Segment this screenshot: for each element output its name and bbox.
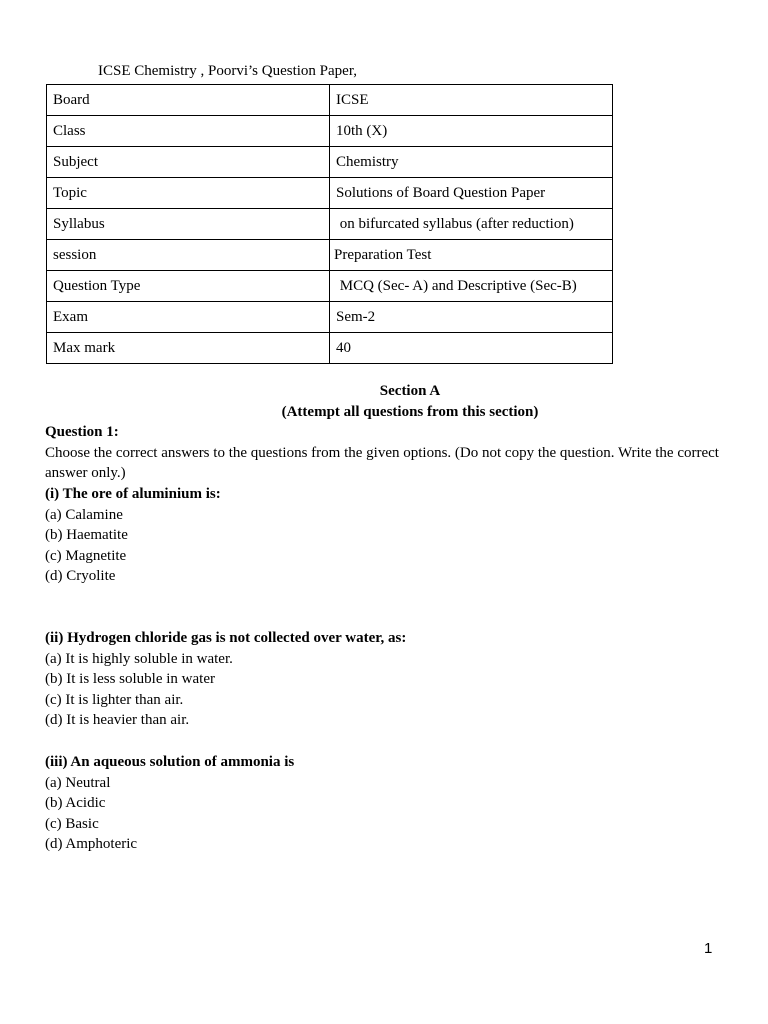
table-cell-key: session <box>47 240 330 271</box>
table-cell-key: Class <box>47 116 330 147</box>
option: (a) Calamine <box>45 506 123 523</box>
table-cell-key: Board <box>47 85 330 116</box>
table-row <box>47 147 613 178</box>
option: (d) Cryolite <box>45 568 116 585</box>
section-title: Section A <box>379 383 441 399</box>
info-table <box>46 84 613 364</box>
table-cell-value: 40 <box>330 333 613 364</box>
table-cell-value: Solutions of Board Question Paper <box>330 178 613 209</box>
table-cell-value: 10th (X) <box>330 116 613 147</box>
question-heading: Question 1: <box>45 424 119 441</box>
table-row <box>47 271 613 302</box>
question-text: (ii) Hydrogen chloride gas is not collected over water, as: <box>45 629 407 646</box>
question-text: (iii) An aqueous solution of ammonia is <box>45 753 295 770</box>
option: (a) Neutral <box>45 774 111 791</box>
table-cell-key: Topic <box>47 178 330 209</box>
option: (b) Haematite <box>45 527 128 544</box>
table-cell-key: Syllabus <box>47 209 330 240</box>
page-title: ICSE Chemistry , Poorvi’s Question Paper, <box>98 63 357 79</box>
table-row <box>47 85 613 116</box>
section-subtitle: (Attempt all questions from this section) <box>281 403 539 420</box>
table-cell-value: Chemistry <box>330 147 613 178</box>
instructions: Choose the correct answers to the questions from the given options. (Do not copy the question. Write the correct answer only.) <box>45 444 719 482</box>
option: (b) It is less soluble in water <box>45 671 215 688</box>
table-cell-key: Subject <box>47 147 330 178</box>
table-cell-value: on bifurcated syllabus (after reduction) <box>330 209 613 240</box>
table-row <box>47 333 613 364</box>
option: (c) It is lighter than air. <box>45 691 184 708</box>
table-cell-key: Exam <box>47 302 330 333</box>
table-cell-value: Preparation Test <box>330 240 613 271</box>
option: (c) Magnetite <box>45 547 127 564</box>
spacer <box>45 731 735 752</box>
table-cell-key: Question Type <box>47 271 330 302</box>
table-cell-value: Sem-2 <box>330 302 613 333</box>
option: (b) Acidic <box>45 795 106 812</box>
table-cell-key: Max mark <box>47 333 330 364</box>
table-row <box>47 240 613 271</box>
table-cell-value: MCQ (Sec- A) and Descriptive (Sec-B) <box>330 271 613 302</box>
option: (d) It is heavier than air. <box>45 712 190 729</box>
option: (c) Basic <box>45 815 99 832</box>
question-text: (i) The ore of aluminium is: <box>45 485 221 502</box>
page-number: 1 <box>704 940 713 957</box>
question-content <box>45 381 735 855</box>
option: (d) Amphoteric <box>45 836 138 853</box>
option: (a) It is highly soluble in water. <box>45 650 233 667</box>
spacer <box>45 587 735 628</box>
table-row <box>47 116 613 147</box>
table-row <box>47 302 613 333</box>
table-row <box>47 209 613 240</box>
table-row <box>47 178 613 209</box>
table-cell-value: ICSE <box>330 85 613 116</box>
